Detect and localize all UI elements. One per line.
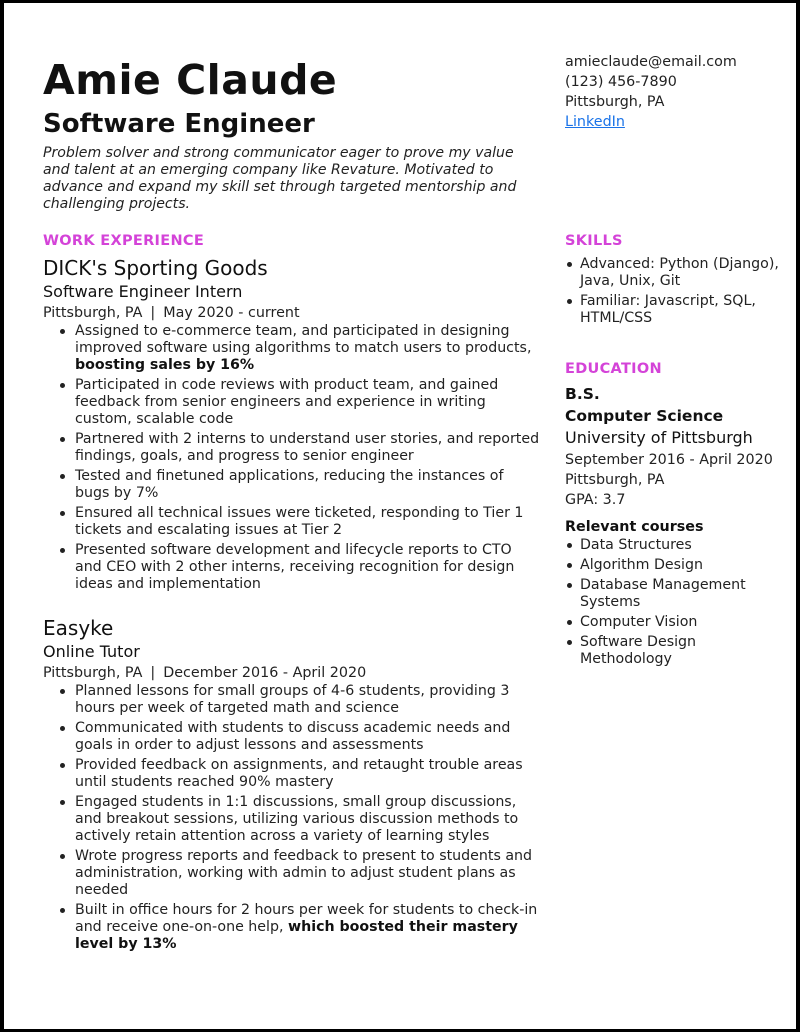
job-title: Online Tutor <box>43 642 140 661</box>
course-item: Computer Vision <box>565 614 780 631</box>
courses-list <box>565 537 780 668</box>
bullet-item: Partnered with 2 interns to understand user stories, and reported findings, goals, and progress to senior engineer <box>43 431 541 465</box>
job-bullets <box>43 683 541 953</box>
summary-text: Problem solver and strong communicator eager to prove my value and talent at an emerging company like Revature. Motivated to advance and expand my skill set through targeted mentorship and challenging projects. <box>43 145 517 212</box>
skills-heading: SKILLS <box>565 233 623 249</box>
linkedin-link[interactable]: LinkedIn <box>565 114 625 130</box>
bullet-item: Wrote progress reports and feedback to present to students and administration, working with admin to adjust student plans as needed <box>43 848 541 899</box>
meta-separator: | <box>150 665 156 681</box>
skill-item: Advanced: Python (Django), Java, Unix, Git <box>565 256 780 290</box>
work-experience-heading: WORK EXPERIENCE <box>43 233 205 249</box>
job-meta <box>43 303 541 323</box>
skill-item: Familiar: Javascript, SQL, HTML/CSS <box>565 293 780 327</box>
meta-separator: | <box>150 305 156 321</box>
courses-heading: Relevant courses <box>565 519 704 535</box>
contact-block <box>565 52 737 132</box>
bullet-item: Tested and finetuned applications, reducing the instances of bugs by 7% <box>43 468 541 502</box>
job-location: Pittsburgh, PA <box>43 305 143 321</box>
education-block <box>565 383 780 671</box>
job-title: Software Engineer Intern <box>43 282 243 301</box>
education-dates: September 2016 - April 2020 <box>565 452 773 468</box>
bullet-item: Communicated with students to discuss academic needs and goals in order to adjust lessons and assessments <box>43 720 541 754</box>
job-entry <box>43 615 541 956</box>
job-dates: December 2016 - April 2020 <box>163 665 367 681</box>
skills-list <box>565 256 780 327</box>
bullet-item: Built in office hours for 2 hours per week for students to check-in and receive one-on-one help, which boosted their mastery level by 13% <box>43 902 541 953</box>
bullet-item: Ensured all technical issues were ticketed, responding to Tier 1 tickets and escalating issues at Tier 2 <box>43 505 541 539</box>
education-heading: EDUCATION <box>565 361 662 377</box>
bullet-item: Planned lessons for small groups of 4-6 students, providing 3 hours per week of targeted math and science <box>43 683 541 717</box>
course-item: Database Management Systems <box>565 577 780 611</box>
education-location: Pittsburgh, PA <box>565 472 665 488</box>
bullet-item: Presented software development and lifecycle reports to CTO and CEO with 2 other interns, receiving recognition for design ideas and implementation <box>43 542 541 593</box>
job-dates: May 2020 - current <box>163 305 300 321</box>
bullet-item: Provided feedback on assignments, and retaught trouble areas until students reached 90% mastery <box>43 757 541 791</box>
contact-location: Pittsburgh, PA <box>565 94 665 110</box>
company-name: Easyke <box>43 616 114 640</box>
course-item: Algorithm Design <box>565 557 780 574</box>
course-item: Software Design Methodology <box>565 634 780 668</box>
company-name: DICK's Sporting Goods <box>43 256 268 280</box>
skills-block <box>565 256 780 330</box>
school-name: University of Pittsburgh <box>565 428 753 447</box>
course-item: Data Structures <box>565 537 780 554</box>
job-location: Pittsburgh, PA <box>43 665 143 681</box>
major: Computer Science <box>565 407 724 425</box>
job-bullets <box>43 323 541 593</box>
job-meta <box>43 663 541 683</box>
contact-email[interactable]: amieclaude@email.com <box>565 54 737 70</box>
gpa: GPA: 3.7 <box>565 492 626 508</box>
job-entry <box>43 255 541 596</box>
candidate-name: Amie Claude <box>43 56 338 104</box>
bullet-item: Assigned to e-commerce team, and participated in designing improved software using algorithms to match users to products, boosting sales by 16% <box>43 323 541 374</box>
resume-page <box>4 3 796 1029</box>
contact-phone: (123) 456-7890 <box>565 74 677 90</box>
bullet-item: Engaged students in 1:1 discussions, small group discussions, and breakout sessions, utilizing various discussion methods to actively retain attention across a variety of learning styles <box>43 794 541 845</box>
bullet-item: Participated in code reviews with product team, and gained feedback from senior engineers and experience in writing custom, scalable code <box>43 377 541 428</box>
candidate-title: Software Engineer <box>43 109 315 139</box>
degree: B.S. <box>565 385 600 403</box>
